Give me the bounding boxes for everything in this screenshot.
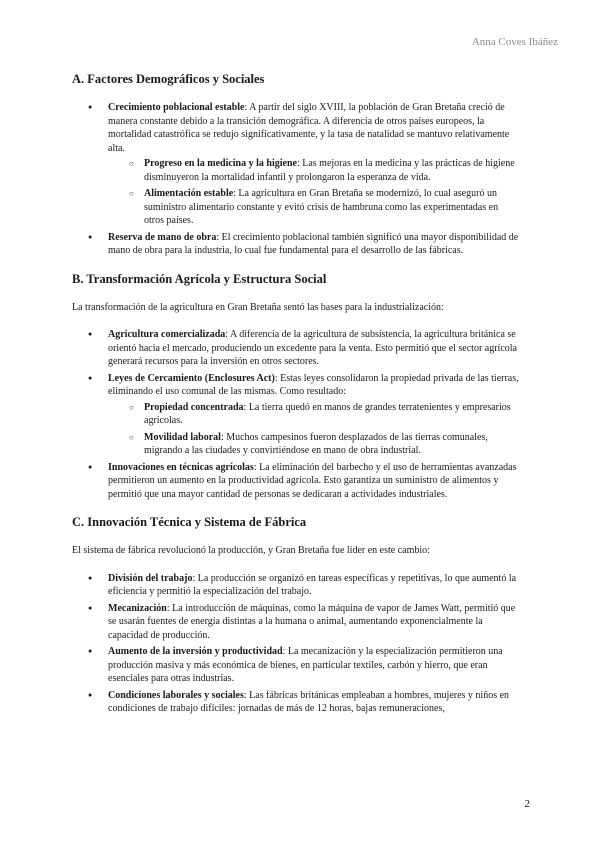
- item-term: Leyes de Cercamiento (Enclosures Act): [108, 372, 275, 384]
- list-item: [72, 572, 520, 599]
- item-text: : La producción se organizó en tareas específicas y repetitivas, lo que aumentó la eficiencia y permitió la especialización del trabajo.: [108, 572, 517, 597]
- item-term: Agricultura comercializada: [108, 329, 226, 340]
- item-text: : Las fábricas británicas empleaban a hombres, mujeres y niños en condiciones de trabajo difíciles: jornadas de más de 12 horas, bajas remuneraciones,: [108, 689, 510, 714]
- item-term: Innovaciones en técnicas agrícolas: [108, 461, 254, 473]
- list-item: [72, 461, 520, 502]
- item-term: Progreso en la medicina y la higiene: [144, 158, 297, 169]
- page-number: 2: [524, 798, 530, 810]
- item-text: : A partir del siglo XVIII, la población de Gran Bretaña creció de manera constante debido a la transición demográfica. A diferencia de otros países europeos, la mortalidad catastrófica se redujo significativamente, y la tasa de natalidad se mantuvo relativamente alta.: [108, 102, 510, 154]
- section-intro: El sistema de fábrica revolucionó la producción, y Gran Bretaña fue líder en este cambio:: [72, 545, 430, 556]
- sub-list-item: [108, 431, 520, 458]
- sub-list: [108, 401, 520, 458]
- section-title: A. Factores Demográficos y Sociales: [72, 72, 265, 86]
- section-intro: La transformación de la agricultura en Gran Bretaña sentó las bases para la industrialización:: [72, 301, 444, 313]
- item-term: Mecanización: [108, 602, 167, 614]
- item-text: : La eliminación del barbecho y el uso de herramientas avanzadas permitieron un aumento en la productividad agrícola. Esto garantiza un suministro de alimentos y permitió que una mayor cantidad de personas se dedicaran a actividades industriales.: [108, 461, 517, 500]
- sub-list-item: [108, 401, 520, 428]
- item-text: : A diferencia de la agricultura de subsistencia, la agricultura británica se orientó hacia el mercado, produciendo un excedente para la venta. Esto permitió que el sector agrícola generará recursos para la inversión en otros sectores.: [108, 329, 517, 367]
- item-term: Condiciones laborales y sociales: [108, 689, 244, 701]
- bullet-list: [72, 572, 520, 716]
- section-title: C. Innovación Técnica y Sistema de Fábrica: [72, 515, 307, 529]
- document-body: [72, 72, 520, 719]
- list-item: [72, 372, 520, 458]
- list-item: [72, 101, 520, 228]
- sub-list: [108, 157, 520, 228]
- item-term: Reserva de mano de obra: [108, 231, 217, 243]
- list-item: [72, 231, 520, 258]
- section-b: [72, 272, 520, 502]
- list-item: [72, 645, 520, 686]
- section-c: [72, 515, 520, 716]
- item-text: : El crecimiento poblacional también significó una mayor disponibilidad de mano de obra para la industria, lo cual fue fundamental para el desarrollo de las fábricas.: [108, 231, 519, 256]
- bullet-list: [72, 328, 520, 501]
- item-term: Alimentación estable: [144, 188, 234, 199]
- item-text: : Muchos campesinos fueron desplazados de las tierras comunales, migrando a las ciudades y convirtiéndose en mano de obra industrial.: [144, 431, 488, 456]
- item-text: : Estas leyes consolidaron la propiedad privada de las tierras, eliminando el uso comunal de las mismas. Como resultado:: [108, 372, 519, 397]
- item-text: : La introducción de máquinas, como la máquina de vapor de James Watt, permitió que se usarán fuentes de energía distintas a la humana o animal, aumentando exponencialmente la capacidad de producción.: [108, 602, 516, 641]
- item-term: Movilidad laboral: [144, 431, 221, 443]
- item-text: : La agricultura en Gran Bretaña se modernizó, lo cual aseguró un suministro alimentario constante y evitó crisis de hambruna como las experimentadas en otros países.: [144, 188, 499, 226]
- list-item: [72, 328, 520, 369]
- bullet-list: [72, 101, 520, 258]
- item-term: División del trabajo: [108, 572, 193, 584]
- item-term: Aumento de la inversión y productividad: [108, 646, 283, 657]
- sub-list-item: [108, 187, 520, 228]
- item-text: : La tierra quedó en manos de grandes terratenientes y empresarios agrícolas.: [144, 401, 511, 426]
- item-text: : Las mejoras en la medicina y las prácticas de higiene disminuyeron la mortalidad infantil y prolongaron la esperanza de vida.: [144, 158, 515, 183]
- sub-list-item: [108, 157, 520, 184]
- section-a: [72, 72, 520, 258]
- item-term: Crecimiento poblacional estable: [108, 102, 245, 113]
- item-text: : La mecanización y la especialización permitieron una producción masiva y más económica de bienes, en particular textiles, carbón y hierro, que eran esenciales para otras industrias.: [108, 646, 503, 684]
- item-term: Propiedad concentrada: [144, 401, 244, 413]
- document-author: Anna Coves Ibáñez: [471, 36, 558, 48]
- section-title: B. Transformación Agrícola y Estructura Social: [72, 271, 327, 286]
- list-item: [72, 689, 520, 716]
- list-item: [72, 602, 520, 643]
